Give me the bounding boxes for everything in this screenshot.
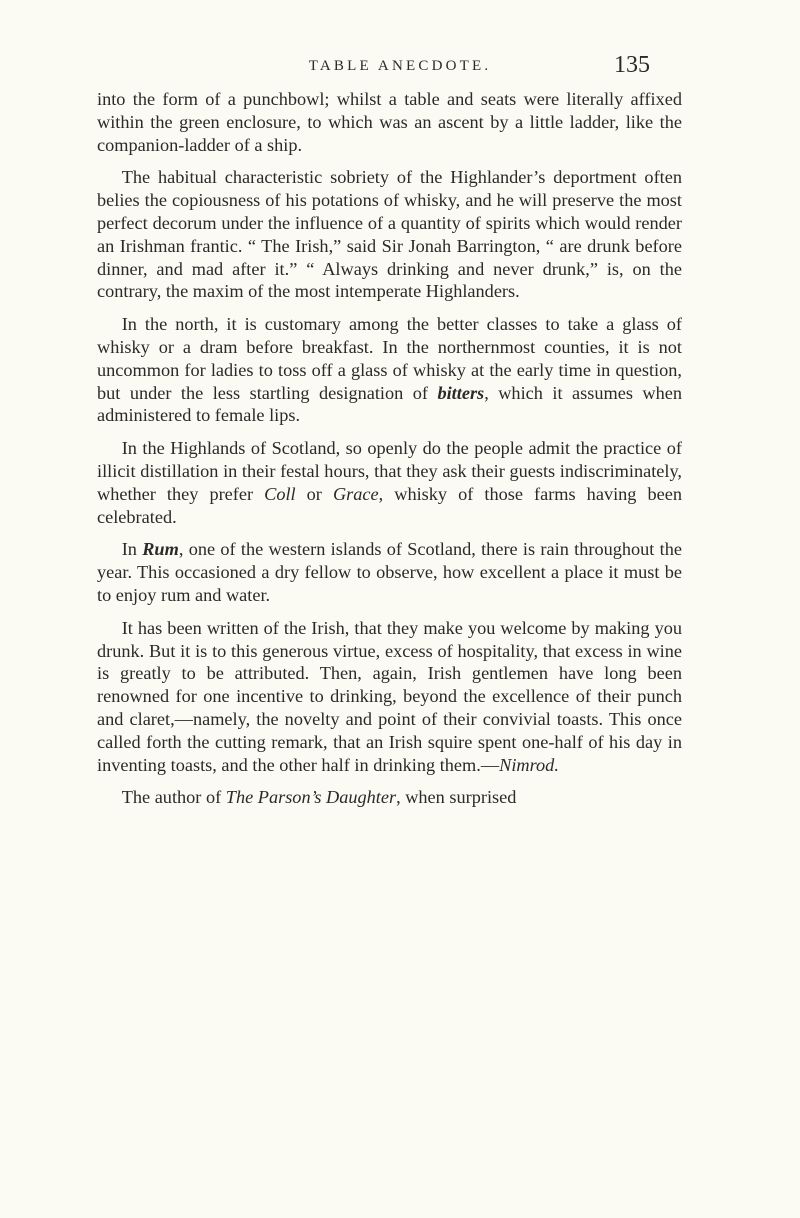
paragraph-text: The habitual characteristic sobriety of the Highlander’s deportment often belies the copiousness of his potations of whisky, and he will preserve the most perfect decorum under the influence of a quantity of spirits which would render an Irishman frantic. “ The Irish,” said Sir Jonah Barrington, “ are drunk before dinner, and mad after it.” “ Always drinking and never drunk,” is, on the contrary, the maxim of the most intemperate Highlanders. <box>97 167 682 302</box>
paragraph-text: , whisky of those farms having been celebrated. <box>97 483 682 527</box>
page-number: 135 <box>614 52 650 78</box>
paragraph-text: It has been written of the Irish, that they make you welcome by making you drunk. But it is to this generous virtue, excess of hospitality, that excess in wine is greatly to be attributed. Then, again, Irish gentlemen have long been renowned for one incentive to drinking, beyond the excellence of their punch and claret,—namely, the novelty and point of their convivial toasts. This once called forth the cutting remark, that an Irish squire spent one-half of his day in inventing toasts, and the other half in drinking them.— <box>97 617 682 775</box>
paragraph-text: or <box>295 483 333 504</box>
running-head <box>0 52 800 86</box>
paragraph-irish-toasts <box>97 617 682 777</box>
paragraph-text: into the form of a punchbowl; whilst a table and seats were literally affixed within the green enclosure, to which was an ascent by a little ladder, like the companion-ladder of a ship. <box>97 89 682 155</box>
paragraph-text: The author of <box>121 787 226 808</box>
paragraph-distillation <box>97 437 682 528</box>
paragraph-text: In <box>121 539 143 560</box>
italic-title: The Parson’s Daughter <box>225 787 397 808</box>
paragraph-text: , one of the western islands of Scotland, there is rain throughout the year. This occasioned a dry fellow to observe, how excellent a place it must be to enjoy rum and water. <box>97 539 682 605</box>
body-text <box>97 88 682 809</box>
paragraph-parsons-daughter <box>97 786 682 809</box>
italic-term: Grace <box>332 483 379 504</box>
running-title: TABLE ANECDOTE. <box>308 58 492 74</box>
italic-term: Rum <box>142 539 179 560</box>
italic-term: Coll <box>264 483 296 504</box>
attribution: Nimrod. <box>499 754 559 775</box>
paragraph-punchbowl <box>97 88 682 156</box>
italic-term: bitters <box>437 382 485 403</box>
paragraph-bitters <box>97 313 682 427</box>
paragraph-text: , when surprised <box>396 787 517 808</box>
paragraph-text: In the Highlands of Scotland, so openly do the people admit the practice of illicit distillation in their festal hours, that they ask their guests indiscriminately, whether they prefer <box>97 438 682 504</box>
paragraph-text: In the north, it is customary among the better classes to take a glass of whisky or a dram before breakfast. In the northernmost counties, it is not uncommon for ladies to toss off a glass of whisky at the early time in question, but under the less startling designation of <box>97 314 682 403</box>
paragraph-text: , which it assumes when administered to female lips. <box>97 382 682 426</box>
paragraph-sobriety <box>97 166 682 303</box>
paragraph-rum <box>97 538 682 606</box>
